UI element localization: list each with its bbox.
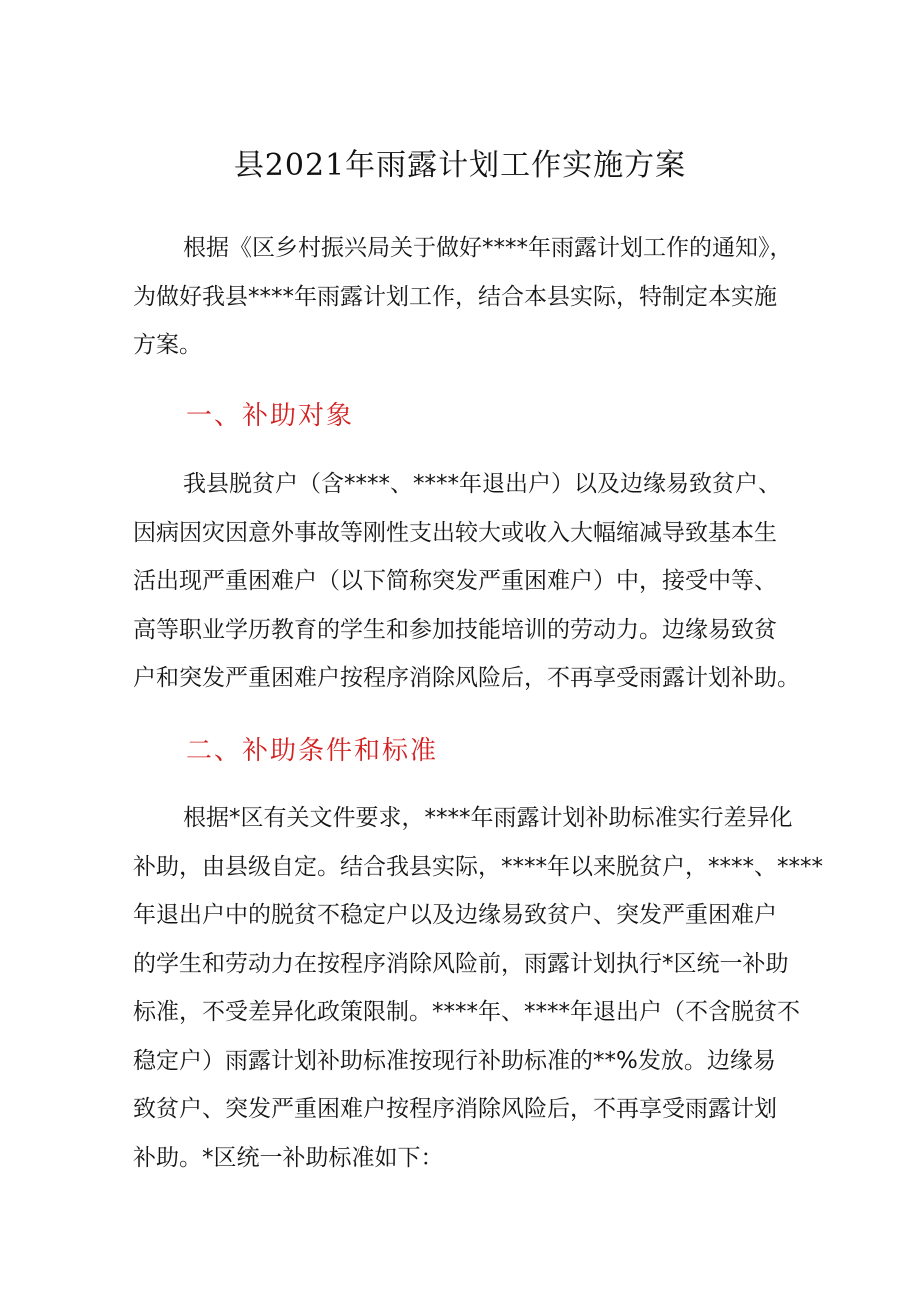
section-2-line-1: 根据*区有关文件要求，****年雨露计划补助标准实行差异化: [183, 805, 793, 831]
document-title: 县2021年雨露计划工作实施方案: [233, 148, 687, 183]
section-1-line-5: 户和突发严重困难户按程序消除风险后，不再享受雨露计划补助。: [133, 665, 800, 691]
section-1-line-3: 活出现严重困难户（以下简称突发严重困难户）中，接受中等、: [133, 568, 777, 594]
intro-line-1: 根据《区乡村振兴局关于做好****年雨露计划工作的通知》，: [183, 235, 793, 261]
section-2-line-6: 稳定户）雨露计划补助标准按现行补助标准的**%发放。边缘易: [133, 1047, 776, 1074]
intro-line-2: 为做好我县****年雨露计划工作，结合本县实际，特制定本实施: [133, 283, 777, 310]
section-1-paragraph: [133, 460, 800, 703]
section-1-line-1: 我县脱贫户（含****、****年退出户）以及边缘易致贫户、: [183, 471, 781, 497]
intro-paragraph: [133, 224, 793, 370]
section-2-heading: 二、补助条件和标准: [186, 736, 439, 766]
section-2-line-2: 补助，由县级自定。结合我县实际，****年以来脱贫户，****、****: [133, 853, 823, 880]
section-1-line-2: 因病因灾因意外事故等刚性支出较大或收入大幅缩减导致基本生: [133, 519, 777, 546]
intro-line-3: 方案。: [133, 332, 202, 358]
section-2-line-7: 致贫户、突发严重困难户按程序消除风险后，不再享受雨露计划: [133, 1096, 777, 1122]
section-1-heading: 一、补助对象: [186, 401, 355, 431]
section-2-line-8: 补助。*区统一补助标准如下：: [133, 1144, 444, 1171]
section-1-line-4: 高等职业学历教育的学生和参加技能培训的劳动力。边缘易致贫: [133, 616, 777, 643]
section-2-line-5: 标准，不受差异化政策限制。****年、****年退出户（不含脱贫不: [133, 999, 800, 1025]
section-2-line-3: 年退出户中的脱贫不稳定户以及边缘易致贫户、突发严重困难户: [133, 902, 777, 928]
section-2-line-4: 的学生和劳动力在按程序消除风险前，雨露计划执行*区统一补助: [133, 950, 789, 977]
section-2-paragraph: [133, 794, 823, 1182]
